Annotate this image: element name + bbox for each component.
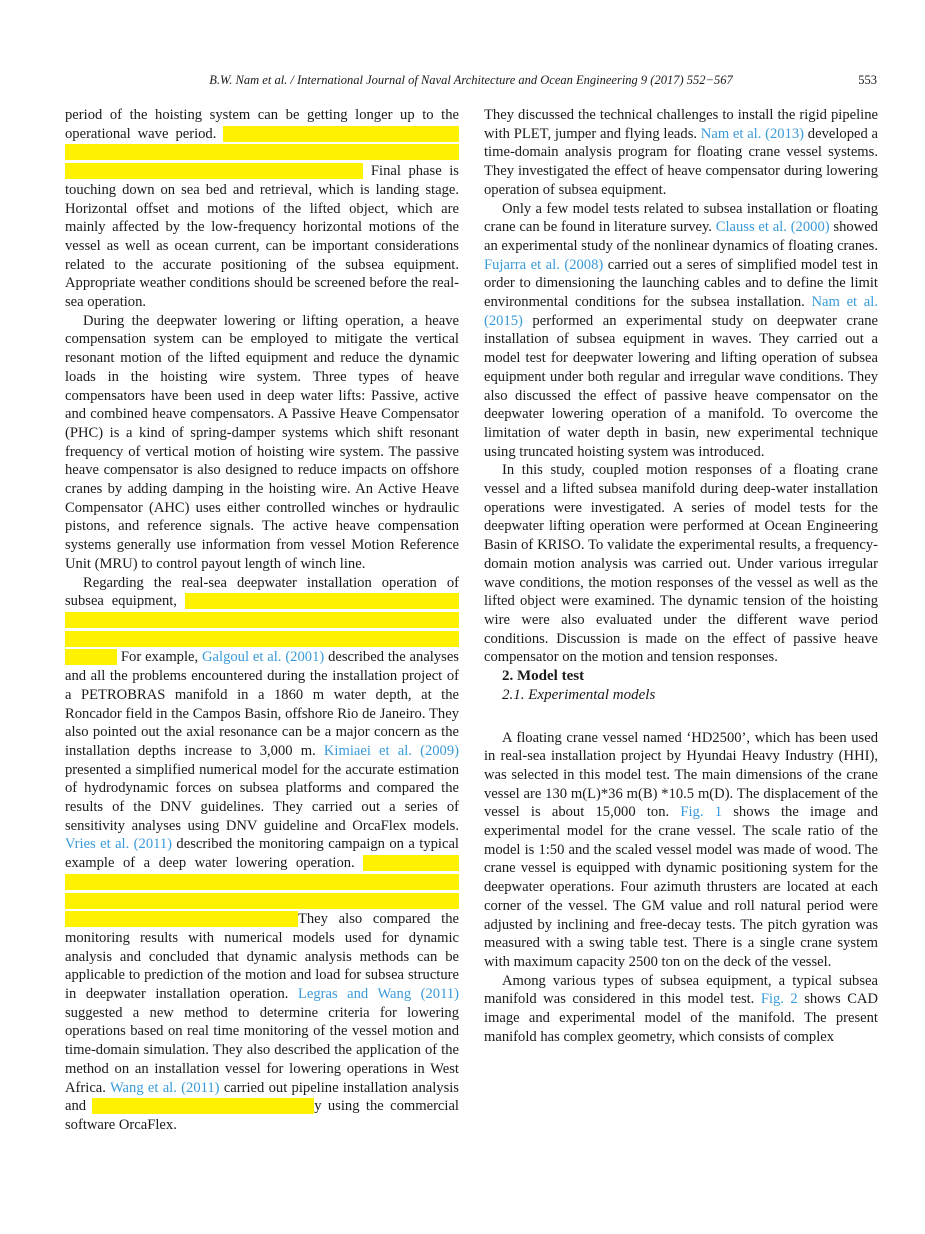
citation-link[interactable]: Kimiaei et al. (2009) — [323, 742, 459, 759]
text: shows CAD image and experimental model of the manifold. The present manifold has complex geometry, which consists of complex — [484, 991, 879, 1045]
paragraph — [484, 106, 878, 200]
running-head — [65, 73, 877, 91]
citation-link[interactable]: Fujarra et al. (2008) — [484, 256, 604, 273]
highlight: many studies have been carried out on the analysis methods and the monitoring of offshore installation operations to ensure the safety and efficiency of the operation in the field. — [65, 593, 459, 666]
citation-link[interactable]: Wang et al. (2011) — [109, 1079, 220, 1096]
highlight: The monitoring included the motions of the vessel and the lifted object and the tension in the hoisting wire during the complete installation in the field for the deepwater application. — [65, 855, 459, 928]
paragraph — [484, 729, 878, 972]
highlight: During this phase, the resonant heave motion of the lifted object may occur and the dynamic tension can become significantly large in the hoisting wire. — [65, 125, 460, 180]
paragraph — [65, 106, 459, 312]
highlight: subsea structure lowering analysis b — [92, 1098, 315, 1115]
paragraph: During the deepwater lowering or lifting operation, a heave compensation system can be employed to mitigate the vertical resonant motion of the lifted equipment and reduce the dynamic loads in the hoisting wire system. Three types of heave compensators have been used in deep water lifts: Passive, active and combined heave compensators. A Passive Heave Compensator (PHC) is a kind of spring-damper systems which shift resonant frequency of vertical motion of hoisting wire system. The passive heave compensator is also designed to reduce impacts on offshore cranes by adding damping in the hoisting wire. An Active Heave Compensator (AHC) uses either controlled winches or hydraulic pistons, and reference signals. The active heave compensation systems generally use information from vessel Motion Reference Unit (MRU) to control payout length of winch line. — [65, 312, 459, 572]
paragraph: In this study, coupled motion responses of a floating crane vessel and a lifted subsea manifold during deep-water installation operations were investigated. A series of model tests for the deepwater lifting operation were performed at Ocean Engineering Basin of KRISO. To validate the experimental results, a frequency-domain motion analysis was carried out. Under various irregular wave conditions, the motion responses of the vessel as well as the lifted object were examined. The dynamic tension of the hoisting wire were also evaluated under the different wave period conditions. Discussion is made on the effect of passive heave compensator on the motion and tension responses. — [484, 462, 878, 666]
right-column — [484, 106, 878, 1046]
text: suggested a new method to determine criteria for lowering operations based on real time monitoring of the vessel motion and time-domain simulation. They also described the application of the method on an installation vessel for lowering operations in West Africa. — [65, 1004, 459, 1096]
text: Regarding the real-sea deepwater installation operation of subsea equipment, — [65, 574, 459, 610]
text: described the analyses and all the problems encountered during the installation project of a PETROBRAS manifold in a 1860 m water depth, at the Roncador field in the Campos Basin, offshore Rio de Janeiro. They also pointed out the axial resonance can be a major concern as the installation depths increase to 3,000 m. — [65, 649, 459, 759]
text: A floating crane vessel named ‘HD2500’, which has been used in real-sea installation project by Hyundai Heavy Industry (HHI), was selected in this model test. The main dimensions of the crane vessel are 130 m(L)*36 m(B) *10.5 m(D). The displacement of the vessel is about 15,000 ton. — [484, 729, 878, 821]
paragraph — [65, 574, 459, 1135]
text: described the monitoring campaign on a typical example of a deep water lowering operation. — [65, 836, 459, 872]
text: For example, — [117, 649, 203, 666]
paragraph — [484, 200, 878, 462]
text: y using the commercial software OrcaFlex. — [65, 1098, 459, 1133]
citation-link[interactable]: Legras and Wang (2011) — [297, 986, 460, 1003]
text: They discussed the technical challenges to install the rigid pipeline with PLET, jumper and flying leads. — [484, 107, 878, 142]
text: Only a few model tests related to subsea installation or floating crane can be found in literature survey. — [484, 200, 878, 236]
text: They also compared the monitoring results with numerical models used for dynamic analysis and concluded that dynamic analysis methods can be applicable to prediction of the motion and load for subsea structure in deepwater installation operation. — [65, 911, 459, 1003]
text: shows the image and experimental model for the crane vessel. The scale ratio of the model is 1:50 and the scaled vessel model was made of wood. The crane vessel is equipped with dynamic positioning system for the deepwater operations. Four azimuth thrusters are located at each corner of the vessel. The GM value and roll natural period were adjusted by inclining and free-decay tests. The pitch gyration was measured with a swing table test. There is a single crane system with maximum capacity 2500 ton on the deck of the vessel. — [484, 804, 878, 970]
citation-link[interactable]: Vries et al. (2011) — [65, 836, 173, 853]
text: period of the hoisting system can be getting longer up to the operational wave period. — [65, 107, 459, 142]
running-title: B.W. Nam et al. / International Journal of Naval Architecture and Ocean Engineering 9 (2017) 552−567 — [209, 73, 733, 87]
citation-link[interactable]: Galgoul et al. (2001) — [202, 649, 325, 666]
citation-link[interactable]: Nam et al. (2015) — [484, 294, 878, 329]
figure-link[interactable]: Fig. 1 — [680, 804, 723, 821]
figure-link[interactable]: Fig. 2 — [760, 991, 798, 1008]
text: showed an experimental study of the nonlinear dynamics of floating cranes. — [484, 219, 878, 254]
citation-link[interactable]: Clauss et al. (2000) — [715, 219, 830, 236]
page-number: 553 — [858, 73, 877, 87]
citation-link[interactable]: Nam et al. (2013) — [700, 125, 805, 142]
left-column — [65, 106, 459, 1135]
text: Among various types of subsea equipment, a typical subsea manifold was considered in this model test. — [484, 972, 878, 1008]
subsection-heading: 2.1. Experimental models — [502, 686, 656, 703]
text: carried out a seres of simplified model test in order to dimensioning the launching cables and to define the limit environmental conditions for the subsea installation. — [484, 256, 878, 311]
text: Final phase is touching down on sea bed and retrieval, which is landing stage. Horizontal offset and motions of the lifted object, which are mainly affected by the low-frequency horizontal motions of the vessel as well as ocean current, can be important considerations related to the accurate positioning of the subsea equipment. Appropriate weather conditions should be screened before the real-sea operation. — [65, 163, 459, 311]
text: performed an experimental study on deepwater crane installation of subsea equipment in waves. They carried out a model test for deepwater lowering and lifting operation of subsea equipment under both regular and irregular wave conditions. They also discussed the effect of passive heave compensator on the deepwater lowering operation of a manifold. To overcome the limitation of water depth in basin, new experimental technique using truncated hoisting system was introduced. — [484, 312, 878, 460]
section-heading: 2. Model test — [502, 668, 585, 685]
text: developed a time-domain analysis program for floating crane vessel systems. They investigated the effect of heave compensator during lowering operation of subsea equipment. — [484, 125, 878, 198]
text: presented a simplified numerical model for the accurate estimation of hydrodynamic forces on subsea platforms and compared the results of the DNV guidelines. They carried out a series of sensitivity analyses using DNV guideline and OrcaFlex models. — [65, 761, 459, 834]
paragraph — [484, 972, 878, 1047]
text: carried out pipeline installation analysis and — [65, 1079, 459, 1115]
